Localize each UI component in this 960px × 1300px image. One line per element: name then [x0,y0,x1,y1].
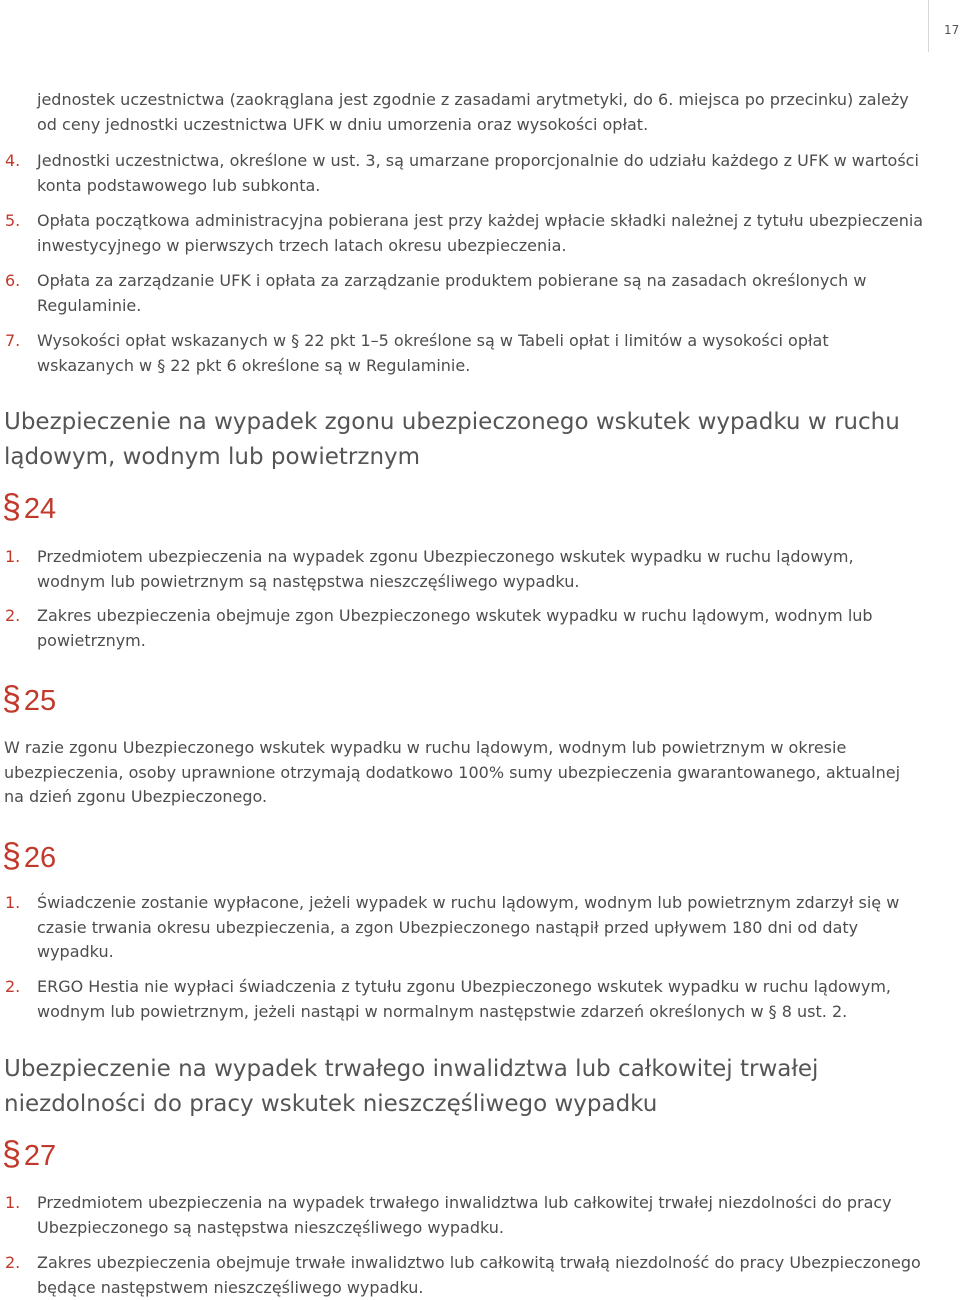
paragraph-number: 26 [23,842,57,874]
paragraph-number: 27 [23,1140,57,1172]
paragraph-sign-25 [2,680,56,719]
intro-continuation: jednostek uczestnictwa (zaokrąglana jest zgodnie z zasadami arytmetyki, do 6. miejsca po przecinku) zależy od ceny jednostki uczestnictwa UFK w dniu umorzenia oraz wysokości opłat. [37,90,909,134]
section-sign-icon: § [2,1135,21,1173]
item-number: 6. [5,271,21,290]
item-text: Przedmiotem ubezpieczenia na wypadek trwałego inwalidztwa lub całkowitej trwałej niezdolności do pracy Ubezpieczonego są następstwa nieszczęśliwego wypadku. [37,1193,892,1237]
item-number: 4. [5,151,21,170]
item-text: ERGO Hestia nie wypłaci świadczenia z tytułu zgonu Ubezpieczonego wskutek wypadku w ruchu lądowym, wodnym lub powietrznym, jeżeli nastąpi w normalnym następstwie zdarzeń określonych w § 8 ust. 2. [37,977,892,1021]
section-sign-icon: § [2,488,21,526]
section-heading: Ubezpieczenie na wypadek zgonu ubezpieczonego wskutek wypadku w ruchu lądowym, wodnym lub powietrznym [4,409,900,470]
page-number: 17 [944,23,960,37]
paragraph-sign-27 [2,1135,56,1174]
item-text: Zakres ubezpieczenia obejmuje trwałe inwalidztwo lub całkowitą trwałą niezdolność do pracy Ubezpieczonego będące następstwem nieszczęśliwego wypadku. [37,1253,921,1297]
list-item [0,545,925,594]
list-item [0,269,925,318]
item-number: 2. [5,1253,21,1272]
paragraph-sign-24 [2,488,56,527]
paragraph-sign-26 [2,837,56,876]
item-number: 2. [5,977,21,996]
list-item [0,329,925,378]
item-number: 5. [5,211,21,230]
list-item [0,209,925,258]
list-item [0,1191,925,1240]
item-text: Opłata początkowa administracyjna pobierana jest przy każdej wpłacie składki należnej z tytułu ubezpieczenia inwestycyjnego w pierwszych trzech latach okresu ubezpieczenia. [37,211,924,255]
paragraph-text: W razie zgonu Ubezpieczonego wskutek wypadku w ruchu lądowym, wodnym lub powietrznym w okresie ubezpieczenia, osoby uprawnione otrzymają dodatkowo 100% sumy ubezpieczenia gwarantowanego, aktualnej na dzień zgonu Ubezpieczonego. [4,738,901,806]
item-number: 1. [5,547,21,566]
item-number: 7. [5,331,21,350]
item-text: Zakres ubezpieczenia obejmuje zgon Ubezpieczonego wskutek wypadku w ruchu lądowym, wodnym lub powietrznym. [37,606,873,650]
section-heading: Ubezpieczenie na wypadek trwałego inwalidztwa lub całkowitej trwałej niezdolności do pracy wskutek nieszczęśliwego wypadku [4,1056,819,1117]
item-text: Świadczenie zostanie wypłacone, jeżeli wypadek w ruchu lądowym, wodnym lub powietrznym zdarzył się w czasie trwania okresu ubezpieczenia, a zgon Ubezpieczonego nastąpił przed upływem 180 dni od daty wypadku. [37,893,900,961]
item-number: 1. [5,1193,21,1212]
item-text: Opłata za zarządzanie UFK i opłata za zarządzanie produktem pobierane są na zasadach określonych w Regulaminie. [37,271,867,315]
list-item [0,1251,925,1300]
list-item [0,149,925,198]
section-sign-icon: § [2,680,21,718]
list-item [0,604,925,653]
item-text: Jednostki uczestnictwa, określone w ust. 3, są umarzane proporcjonalnie do udziału każdego z UFK w wartości konta podstawowego lub subkonta. [37,151,919,195]
item-text: Wysokości opłat wskazanych w § 22 pkt 1–5 określone są w Tabeli opłat i limitów a wysokości opłat wskazanych w § 22 pkt 6 określone są w Regulaminie. [37,331,829,375]
list-item [0,975,925,1024]
item-number: 2. [5,606,21,625]
list-item [0,891,925,965]
paragraph-number: 24 [23,493,57,525]
item-number: 1. [5,893,21,912]
section-sign-icon: § [2,837,21,875]
paragraph-number: 25 [23,685,57,717]
item-text: Przedmiotem ubezpieczenia na wypadek zgonu Ubezpieczonego wskutek wypadku w ruchu lądowym, wodnym lub powietrznym są następstwa nieszczęśliwego wypadku. [37,547,854,591]
